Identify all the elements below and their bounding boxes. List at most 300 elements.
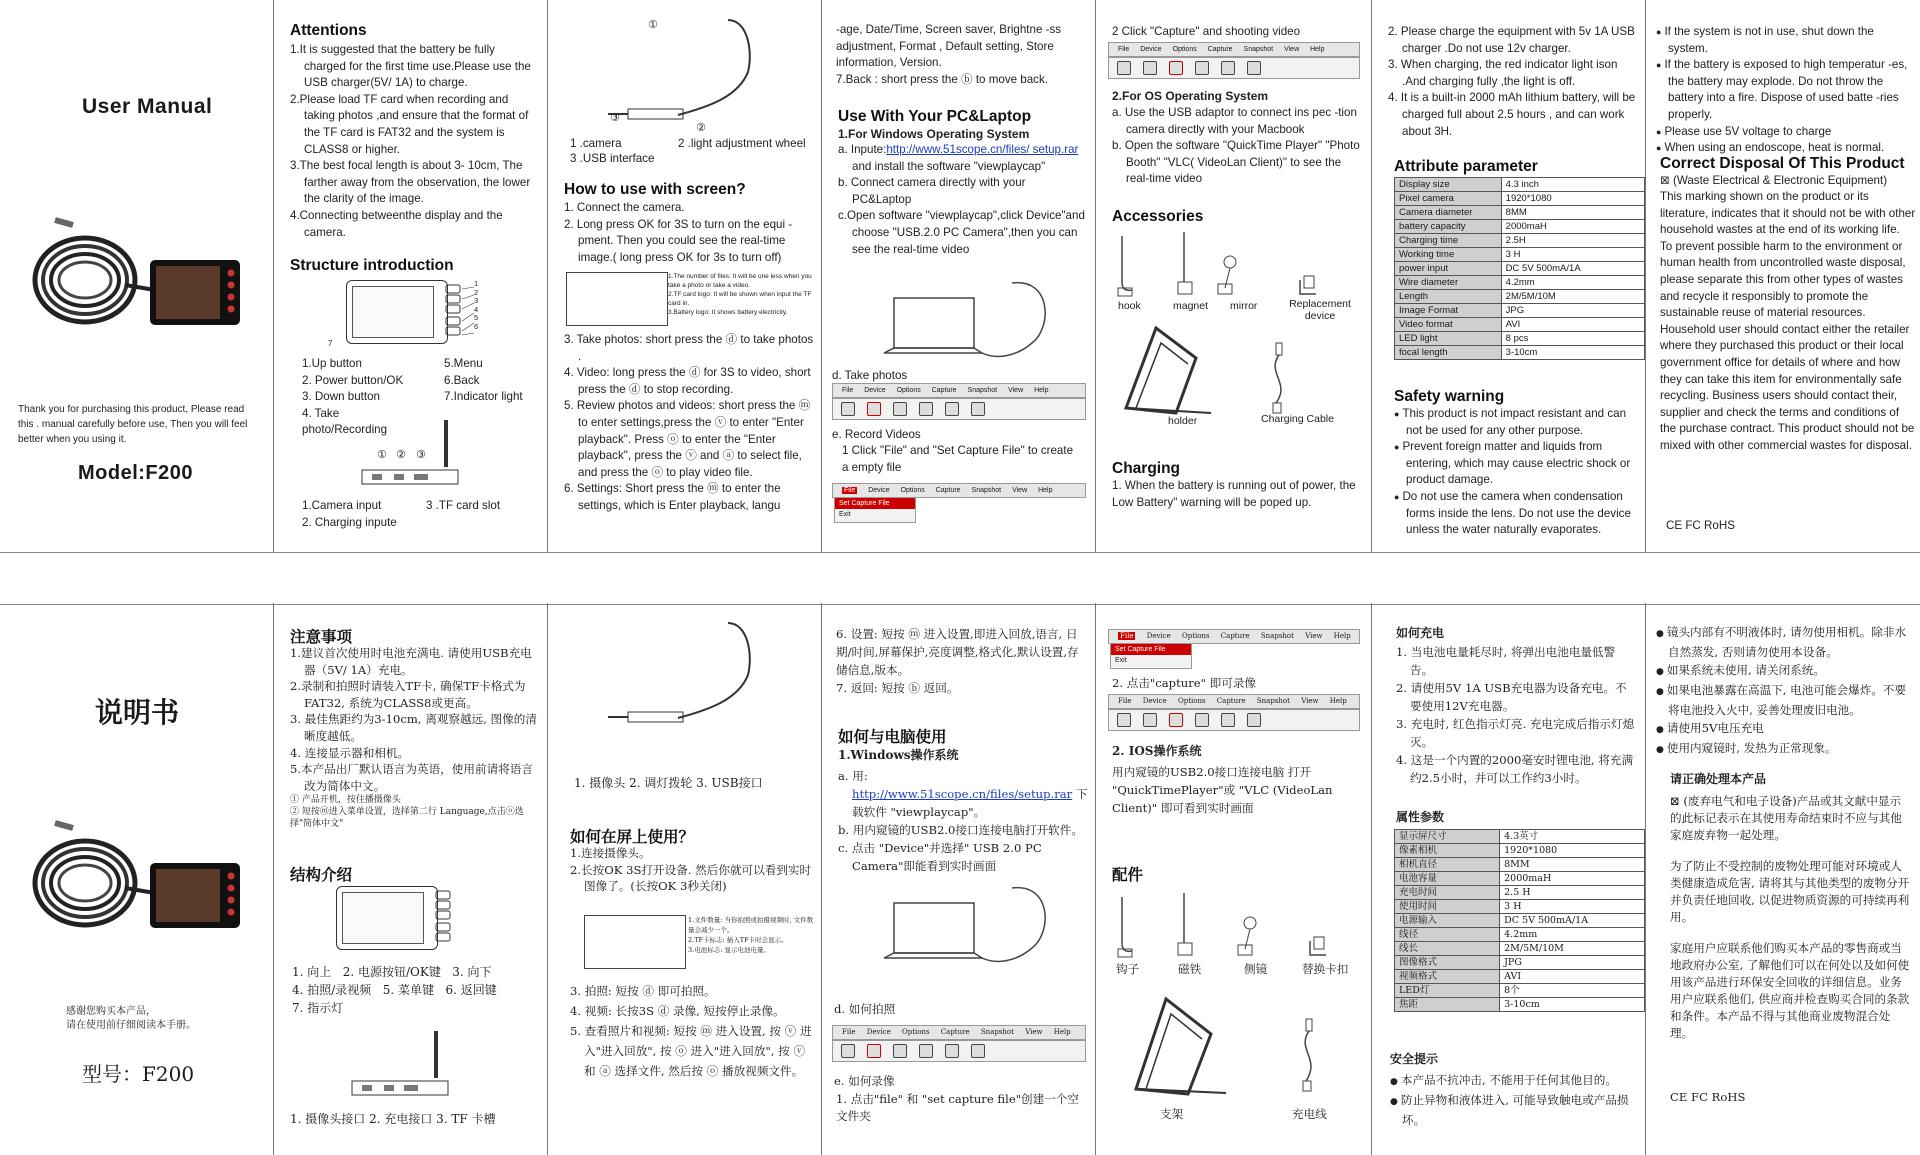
record-videos-heading: e. Record Videos	[832, 428, 921, 441]
cn-screen-status-diagram	[584, 915, 686, 969]
screen-use-step: 5. Review photos and videos: short press the ⓜ to enter settings,press the ⓥ to enter "Enter playback". Press ⓞ to enter the "Enter playback", press the ⓥ and ⓐ to select file, and press the ⓞ to play video file.	[564, 399, 811, 479]
cn-disposal-body	[1670, 793, 1910, 1042]
cn-record-step-1: 1. 点击"file" 和 "set capture file"创建一个空文件夹	[836, 1092, 1079, 1123]
camera-icon[interactable]	[841, 1044, 855, 1058]
menu-view[interactable]: View	[1025, 1028, 1043, 1036]
attribute-key: Working time	[1395, 248, 1502, 262]
attribute-value: JPG	[1501, 304, 1644, 318]
attribute-value: AVI	[1500, 970, 1645, 984]
attributes-table	[1394, 177, 1645, 360]
cn-attentions-list	[290, 645, 540, 830]
attribute-key: 线长	[1395, 942, 1500, 956]
attribute-key: 线径	[1395, 928, 1500, 942]
attribute-row	[1395, 276, 1645, 290]
step-c: c.Open software "viewplaycap",click Device"and choose "USB.2.0 PC Camera",then you can see the real-time video	[838, 209, 1085, 256]
menu-view[interactable]: View	[1008, 387, 1024, 394]
accessory-hook: hook	[1118, 300, 1141, 312]
attribute-row	[1395, 942, 1645, 956]
attribute-row	[1395, 234, 1645, 248]
target-icon[interactable]	[1221, 713, 1235, 727]
accessory-holder: holder	[1168, 415, 1198, 427]
cn-safety-item: ● 本产品不抗冲击, 不能用于任何其他目的。	[1390, 1071, 1640, 1091]
attribute-value: JPG	[1500, 956, 1645, 970]
snapshot-icon[interactable]	[1143, 713, 1157, 727]
attribute-value: 2.5 H	[1500, 886, 1645, 900]
attribute-row	[1395, 332, 1645, 346]
cn-structure-label: 3. 向下	[452, 965, 492, 979]
record-icon[interactable]	[1169, 713, 1183, 727]
cn-model-number: 型号：F200	[82, 1062, 195, 1086]
structure-label: 4. Take photo/Recording	[302, 406, 388, 437]
record-icon[interactable]	[1169, 61, 1183, 75]
structure-label: 1.Up button	[302, 357, 362, 370]
attribute-key: Display size	[1395, 178, 1502, 192]
os-step: a. Use the USB adaptor to connect ins pec -tion camera directly with your Macbook	[1112, 106, 1357, 136]
cn-structure-label: 7. 指示灯	[292, 1001, 344, 1015]
cn-accessories-illustration	[1110, 893, 1370, 968]
cn-safety-item: ● 防止异物和液体进入, 可能导致触电或产品损坏。	[1390, 1091, 1640, 1129]
accessory-charging-cable: Charging Cable	[1261, 413, 1334, 425]
menu-device[interactable]: Device	[864, 387, 886, 394]
cn-attributes-table	[1394, 829, 1645, 1012]
cn-screen-use-step: 4. 视频: 长按3S ⓓ 录像, 短按停止录像。	[570, 1004, 785, 1018]
screen-use-title: How to use with screen?	[564, 181, 746, 198]
cn-pc-usage-panel	[822, 603, 1096, 1155]
menu-exit[interactable]: Exit	[839, 511, 851, 518]
menu-capture[interactable]: Capture	[940, 1028, 970, 1036]
attribute-key: Camera diameter	[1395, 206, 1502, 220]
accessories-title: Accessories	[1112, 208, 1204, 225]
cn-screen-use-step: 5. 查看照片和视频: 短按 ⓜ 进入设置, 按 ⓥ 进入"进入回放", 按 ⓞ 进入"进入回放", 按 ⓥ 和 ⓐ 选择文件, 然后按 ⓞ 播放视频文件。	[570, 1024, 812, 1078]
camera-icon[interactable]	[1117, 713, 1131, 727]
cn-safety-item: ● 请使用5V电压充电	[1656, 719, 1914, 739]
user-icon[interactable]	[971, 402, 985, 416]
menu-help[interactable]: Help	[1034, 387, 1049, 394]
cn-accessory-replacement: 替换卡扣	[1302, 962, 1349, 976]
menu-options[interactable]: Options	[1181, 632, 1210, 640]
cn-take-photos-heading: d. 如何拍照	[834, 1002, 896, 1016]
settings-continued	[836, 22, 1088, 88]
side-number: 3	[474, 296, 479, 306]
cn-charging-title: 如何充电	[1396, 626, 1445, 640]
snapshot-icon[interactable]	[1143, 61, 1157, 75]
cn-settings-text: 6. 设置: 短按 ⓜ 进入设置,即进入回放,语言, 日期/时间,屏幕保护,亮度调整,格式化,默认设置,存储信息,版本。	[836, 627, 1079, 677]
windows-steps	[838, 142, 1088, 258]
cn-accessory-hook: 钩子	[1116, 962, 1140, 976]
attribute-value: 2M/5M/10M	[1500, 942, 1645, 956]
attribute-row	[1395, 290, 1645, 304]
attribute-row	[1395, 872, 1645, 886]
legend-item: 3.Battery logo: It shows battery electricity.	[668, 309, 788, 316]
user-icon[interactable]	[971, 1044, 985, 1058]
menu-file[interactable]: File	[842, 1028, 856, 1036]
device-ports-diagram	[354, 412, 464, 492]
attention-item: 4.Connecting betweenthe display and the camera.	[290, 208, 503, 239]
cn-os-body: 用内窥镜的USB2.0接口连接电脑 打开 "QuickTimePlayer"或 "VLC (VideoLan Client)" 即可看到实时画面	[1112, 765, 1333, 815]
settings-text: 7.Back : short press the ⓑ to move back.	[836, 72, 1048, 86]
menu-options[interactable]: Options	[901, 1028, 930, 1036]
cn-device-front-diagram	[336, 886, 438, 950]
port-label: 2. Charging inpute	[302, 515, 397, 529]
sheet-divider	[0, 552, 1920, 605]
accessory-mirror: mirror	[1230, 300, 1258, 312]
attribute-value: 2M/5M/10M	[1501, 290, 1644, 304]
chinese-manual-sheet	[0, 603, 1920, 1155]
charging-item-1: 1. When the battery is running out of power, the Low Battery" warning will be poped up.	[1112, 479, 1356, 509]
cn-screen-use-title: 如何在屏上使用？	[570, 827, 695, 846]
menu-view[interactable]: View	[1284, 46, 1300, 53]
cn-endoscope-product-image	[25, 808, 250, 953]
cn-screen-use-step: 2.长按OK 3S打开设备. 然后你就可以看到实时图像了。(长按OK 3秒关闭)	[570, 862, 812, 894]
menu-snapshot[interactable]: Snapshot	[1260, 632, 1294, 640]
attribute-row	[1395, 928, 1645, 942]
menu-help[interactable]: Help	[1038, 487, 1053, 494]
menu-set-capture-file[interactable]: Set Capture File	[1111, 644, 1191, 655]
cn-screen-use-step: 3. 拍照: 短按 ⓓ 即可拍照。	[570, 984, 716, 998]
side-number: 2	[474, 287, 479, 297]
cn-accessory-magnet: 磁铁	[1178, 962, 1202, 976]
weee-bin-icon: ⊠	[1670, 794, 1680, 808]
cn-cover-panel	[0, 603, 274, 1155]
endoscope-product-image	[25, 205, 250, 350]
cn-screen-use-steps-2	[570, 981, 816, 1081]
menu-capture[interactable]: Capture	[1216, 697, 1246, 705]
safety-item: ● If the battery is exposed to high temperatur -es, the battery may explode. Do not throw the battery into a fire. Dispose of used batte -ries properly.	[1656, 57, 1914, 123]
attribute-key: 充电时间	[1395, 886, 1500, 900]
camera-part-label: 1 .camera	[570, 137, 622, 150]
menu-snapshot[interactable]: Snapshot	[980, 1028, 1014, 1036]
attribute-value: 3 H	[1501, 248, 1644, 262]
port-label: 1.Camera input	[302, 499, 382, 512]
cn-app-icon-toolbar	[832, 1040, 1086, 1062]
weee-bin-icon: ⊠	[1660, 174, 1670, 187]
device-front-diagram	[346, 280, 448, 344]
weee-text: (Waste Electrical & Electronic Equipment)	[1672, 174, 1888, 187]
cn-manual-title: 说明书	[95, 696, 180, 729]
attribute-key: power input	[1395, 262, 1502, 276]
accessories-panel	[1096, 0, 1372, 552]
attribute-key: focal length	[1395, 346, 1502, 360]
menu-snapshot[interactable]: Snapshot	[971, 487, 1002, 494]
safety-item: ● Please use 5V voltage to charge	[1656, 124, 1914, 141]
port-number: ①	[377, 449, 387, 461]
legend-item: 1.The number of files: It will be one less when you take a photo or take a video.	[668, 273, 812, 289]
attribute-key: 使用时间	[1395, 900, 1500, 914]
side-number: 1	[474, 279, 479, 288]
model-number: Model:F200	[78, 462, 194, 484]
settings-icon[interactable]	[1195, 713, 1209, 727]
menu-snapshot[interactable]: Snapshot	[1256, 697, 1290, 705]
cn-app-menu-bar	[832, 1025, 1086, 1040]
cn-structure-label: 5. 菜单键	[382, 983, 435, 997]
cn-step-a-prefix: a. 用:	[838, 769, 868, 783]
cn-structure-label: 2. 电源按钮/OK键	[342, 965, 441, 979]
attribute-row	[1395, 984, 1645, 998]
attribute-row	[1395, 844, 1645, 858]
attribute-value: 4.2mm	[1500, 928, 1645, 942]
cn-attention-item: 5.本产品出厂默认语言为英语，使用前请将语言改为简体中文。	[290, 762, 533, 793]
menu-help[interactable]: Help	[1333, 632, 1351, 640]
cn-structure-labels	[292, 963, 542, 1017]
screen-status-diagram	[566, 272, 668, 326]
menu-device[interactable]: Device	[1140, 46, 1162, 53]
attribute-value: 4.2mm	[1501, 276, 1644, 290]
safety-item: ● Prevent foreign matter and liquids from entering, which may cause electric shock or product damage.	[1394, 439, 1640, 489]
manual-title: User Manual	[82, 95, 213, 118]
attribute-value: 8个	[1500, 984, 1645, 998]
camera-icon[interactable]	[1117, 61, 1131, 75]
cn-legend-item: 1.文件数量: 当你拍照或拍摄视频时, 文件数量会减少一个。	[688, 916, 814, 934]
attribute-row	[1395, 970, 1645, 984]
cn-safety-list	[1390, 1071, 1640, 1129]
menu-help[interactable]: Help	[1053, 1028, 1071, 1036]
attribute-key: 图像格式	[1395, 956, 1500, 970]
cn-accessory-mirror: 侧镜	[1244, 962, 1268, 976]
cn-screen-use-steps	[570, 845, 816, 895]
cn-capture-step-2: 2. 点击"capture" 即可录像	[1112, 676, 1257, 690]
attribute-key: 视频格式	[1395, 970, 1500, 984]
record-icon[interactable]	[893, 1044, 907, 1058]
menu-snapshot[interactable]: Snapshot	[967, 387, 998, 394]
target-icon[interactable]	[945, 402, 959, 416]
side-number-column	[474, 280, 486, 332]
cn-structure-label: 4. 拍照/录视频	[292, 983, 372, 997]
menu-device[interactable]: Device	[1142, 697, 1167, 705]
attribute-row	[1395, 192, 1645, 206]
attribute-value: 1920*1080	[1500, 844, 1645, 858]
menu-options[interactable]: Options	[896, 387, 921, 394]
cn-attentions-title: 注意事项	[290, 627, 353, 646]
cn-app-menu-bar-2	[1108, 629, 1360, 644]
menu-capture[interactable]: Capture	[1220, 632, 1250, 640]
cn-accessory-charging-cable: 充电线	[1292, 1107, 1327, 1121]
screen-use-step: 2. Long press OK for 3S to turn on the equi -pment. Then you could see the real-time image.( long press OK for 3s to turn off)	[564, 217, 793, 264]
side-number: 6	[474, 321, 479, 331]
screen-use-step: 6. Settings: Short press the ⓜ to enter the settings, which is Enter playback, langu	[564, 482, 781, 512]
structure-label: 3. Down button	[302, 390, 380, 404]
cn-charging-list	[1396, 643, 1636, 787]
attribute-row	[1395, 304, 1645, 318]
attribute-key: Pixel camera	[1395, 192, 1502, 206]
cn-accessories-title: 配件	[1112, 865, 1144, 884]
camera-icon[interactable]	[841, 402, 855, 416]
cn-file-dropdown-menu	[1110, 643, 1192, 669]
user-icon[interactable]	[1247, 713, 1261, 727]
menu-exit[interactable]: Exit	[1115, 657, 1127, 664]
cn-attributes-title: 属性参数	[1396, 810, 1445, 824]
cn-safety-item: ● 如果系统未使用, 请关闭系统。	[1656, 661, 1914, 681]
accessory-replacement: Replacement device	[1289, 298, 1351, 322]
attribute-value: AVI	[1501, 318, 1644, 332]
charging-item: 2. Please charge the equipment with 5v 1A USB charger .Do not use 12v charger.	[1388, 25, 1635, 55]
cn-screen-status-legend	[688, 915, 818, 955]
port-label: 3 .TF card slot	[426, 499, 501, 512]
record-icon[interactable]	[893, 402, 907, 416]
attribute-value: 1920*1080	[1501, 192, 1644, 206]
user-icon[interactable]	[1247, 61, 1261, 75]
holder-and-cable-illustration	[1116, 318, 1366, 418]
snapshot-icon[interactable]	[867, 1044, 881, 1058]
menu-device[interactable]: Device	[866, 1028, 891, 1036]
english-manual-sheet	[0, 0, 1920, 552]
attribute-key: 显示屏尺寸	[1395, 830, 1500, 844]
attribute-row	[1395, 956, 1645, 970]
attribute-key: 像素相机	[1395, 844, 1500, 858]
menu-options[interactable]: Options	[1177, 697, 1206, 705]
menu-help[interactable]: Help	[1310, 46, 1325, 53]
cn-step-b: b. 用内窥镜的USB2.0接口连接电脑打开软件。	[838, 823, 1083, 837]
cn-accessories-panel	[1096, 603, 1372, 1155]
attribute-value: 8MM	[1501, 206, 1644, 220]
settings-icon[interactable]	[919, 402, 933, 416]
attribute-row	[1395, 830, 1645, 844]
port-number: ②	[396, 449, 406, 461]
structure-label: 7.Indicator light	[444, 390, 523, 404]
cn-disposal-p2: 为了防止不受控制的废物处理可能对环境或人类健康造成危害, 请将其与其他类型的废物分开并负责任地回收, 以促进物质资源的可持续再利用。	[1670, 859, 1910, 924]
accessories-illustration	[1110, 232, 1370, 307]
attribute-value: 4.3 inch	[1501, 178, 1644, 192]
structure-labels-right	[444, 356, 544, 406]
menu-capture[interactable]: Capture	[1207, 46, 1233, 53]
take-photos-heading: d. Take photos	[832, 369, 908, 382]
cn-safety-item: ● 如果电池暴露在高温下, 电池可能会爆炸。不要将电池投入火中, 妥善处理废旧电池。	[1656, 681, 1914, 719]
cn-settings-text: 7. 返回: 短按 ⓑ 返回。	[836, 681, 959, 695]
cn-charging-item: 1. 当电池电量耗尽时, 将弹出电池电量低警告。	[1396, 645, 1616, 677]
os-title: 2.For OS Operating System	[1112, 89, 1269, 103]
laptop-connection-diagram	[882, 278, 1072, 368]
charging-item: 3. When charging, the red indicator light ison .And charging fully ,the light is off.	[1388, 58, 1618, 88]
snapshot-icon[interactable]	[867, 402, 881, 416]
certification-marks: CE FC RoHS	[1666, 519, 1735, 532]
camera-part-label: 2 .light adjustment wheel	[678, 137, 806, 150]
windows-title: 1.For Windows Operating System	[838, 127, 1030, 141]
pc-title: Use With Your PC&Laptop	[838, 108, 1032, 125]
safety-item: ● This product is not impact resistant and can not be used for any other purpose.	[1394, 406, 1640, 439]
menu-file[interactable]: File	[844, 487, 856, 494]
menu-device[interactable]: Device	[868, 487, 890, 494]
menu-capture[interactable]: Capture	[935, 487, 961, 494]
cn-attention-note: ① 产品开机，按住播摄像头	[290, 795, 401, 806]
cn-charging-item: 4. 这是一个内置的2000毫安时锂电池, 将充满约2.5小时，并可以工作约3小时。	[1396, 753, 1634, 785]
screen-use-steps	[564, 200, 816, 266]
cn-camera-cable-diagram	[588, 615, 788, 735]
attribute-key: LED灯	[1395, 984, 1500, 998]
cn-step-c: c. 点击 "Device"并选择" USB 2.0 PC Camera"即能看到实时画面	[838, 841, 1042, 873]
cn-device-buttons-diagram	[434, 889, 494, 951]
attributes-title: Attribute parameter	[1394, 158, 1538, 175]
os-steps	[1112, 105, 1364, 188]
attribute-value: 2.5H	[1501, 234, 1644, 248]
target-icon[interactable]	[1221, 61, 1235, 75]
camera-part-number: ②	[696, 122, 706, 134]
attribute-row	[1395, 998, 1645, 1012]
cover-thanks-text: Thank you for purchasing this product, Please read this . manual carefully before use, Then you will feel better when you using it.	[18, 404, 248, 445]
cn-disposal-panel	[1646, 603, 1920, 1155]
menu-snapshot[interactable]: Snapshot	[1243, 46, 1274, 53]
cn-structure-label: 6. 返回键	[445, 983, 497, 997]
cn-screen-use-step: 1.连接摄像头。	[570, 846, 651, 860]
file-dropdown-menu	[834, 497, 916, 523]
menu-help[interactable]: Help	[1329, 697, 1347, 705]
menu-file[interactable]: File	[1118, 46, 1130, 53]
port-number: ③	[416, 449, 426, 461]
attributes-panel	[1372, 0, 1646, 552]
attribute-row	[1395, 206, 1645, 220]
menu-set-capture-file[interactable]: Set Capture File	[835, 498, 915, 509]
menu-view[interactable]: View	[1301, 697, 1319, 705]
attribute-row	[1395, 346, 1645, 360]
target-icon[interactable]	[945, 1044, 959, 1058]
settings-icon[interactable]	[1195, 61, 1209, 75]
attribute-key: 电源输入	[1395, 914, 1500, 928]
attribute-value: 8MM	[1500, 858, 1645, 872]
attribute-value: 3-10cm	[1500, 998, 1645, 1012]
attentions-panel	[274, 0, 548, 552]
cn-legend-item: 3.电池标志: 显示电池电量。	[688, 946, 770, 954]
cn-attributes-panel	[1372, 603, 1646, 1155]
attribute-key: LED light	[1395, 332, 1502, 346]
cn-safety-item: ● 使用内窥镜时, 发热为正常现象。	[1656, 739, 1914, 759]
attribute-key: Wire diameter	[1395, 276, 1502, 290]
attentions-title: Attentions	[290, 22, 367, 39]
menu-device[interactable]: Device	[1146, 632, 1171, 640]
attribute-row	[1395, 178, 1645, 192]
weee-line	[1660, 173, 1916, 190]
safety-item: ● If the system is not in use, shut down the system.	[1656, 24, 1914, 57]
menu-view[interactable]: View	[1305, 632, 1323, 640]
cn-download-link[interactable]: http://www.51scope.cn/files/setup.rar	[852, 787, 1073, 801]
disposal-title: Correct Disposal Of This Product	[1660, 155, 1905, 172]
cn-app-icon-toolbar-2	[1108, 709, 1360, 731]
charging-list-continued	[1388, 24, 1638, 140]
menu-capture[interactable]: Capture	[931, 387, 957, 394]
record-step-1: 1 Click "File" and "Set Capture File" to create a empty file	[842, 444, 1074, 474]
download-link[interactable]: http://www.51scope.cn/files/ setup.rar	[886, 143, 1079, 156]
cn-safety-title: 安全提示	[1390, 1052, 1439, 1066]
cn-windows-title: 1.Windows操作系统	[838, 748, 959, 762]
attribute-value: 3 H	[1500, 900, 1645, 914]
app-menu-bar-3	[1108, 42, 1360, 57]
attribute-value: 3-10cm	[1501, 346, 1644, 360]
screen-usage-panel	[548, 0, 822, 552]
cn-device-ports-diagram	[344, 1023, 454, 1103]
step-b: b. Connect camera directly with your PC&Laptop	[838, 176, 1026, 206]
cn-app-menu-bar-3	[1108, 694, 1360, 709]
cn-attention-item: 4. 连接显示器和相机。	[290, 745, 410, 760]
attribute-key: 电池容量	[1395, 872, 1500, 886]
cn-charging-item: 2. 请使用5V 1A USB充电器为设备充电。不要使用12V充电器。	[1396, 681, 1627, 713]
menu-view[interactable]: View	[1012, 487, 1028, 494]
attribute-key: 焦距	[1395, 998, 1500, 1012]
attribute-key: Image Format	[1395, 304, 1502, 318]
menu-file[interactable]: File	[842, 387, 854, 394]
charging-item: 4. It is a built-in 2000 mAh lithium battery, will be charged full about 2.5 hours , and can work about 3H.	[1388, 91, 1636, 138]
cn-structure-title: 结构介绍	[290, 865, 353, 884]
menu-options[interactable]: Options	[900, 487, 925, 494]
menu-file[interactable]: File	[1118, 697, 1132, 705]
cn-safety-item: ● 镜头内部有不明液体时, 请勿使用相机。除非水自然蒸发, 否则请勿使用本设备。	[1656, 623, 1914, 661]
side-number: 5	[474, 313, 479, 323]
menu-file[interactable]: File	[1120, 632, 1134, 640]
safety-item: ● When using an endoscope, heat is normal.	[1656, 140, 1914, 157]
menu-options[interactable]: Options	[1172, 46, 1197, 53]
settings-text: -age, Date/Time, Screen saver, Brightne -ss adjustment, Format , Default setting, Store information, Version.	[836, 23, 1062, 70]
attention-item: 2.Please load TF card when recording and taking photos ,and ensure that the format of the TF card is FAT32 and the system is CLASS8 or higher.	[290, 92, 529, 156]
cn-attentions-panel	[274, 603, 548, 1155]
cn-accessory-holder: 支架	[1160, 1107, 1184, 1121]
settings-icon[interactable]	[919, 1044, 933, 1058]
cn-pc-title: 如何与电脑使用	[838, 727, 947, 746]
